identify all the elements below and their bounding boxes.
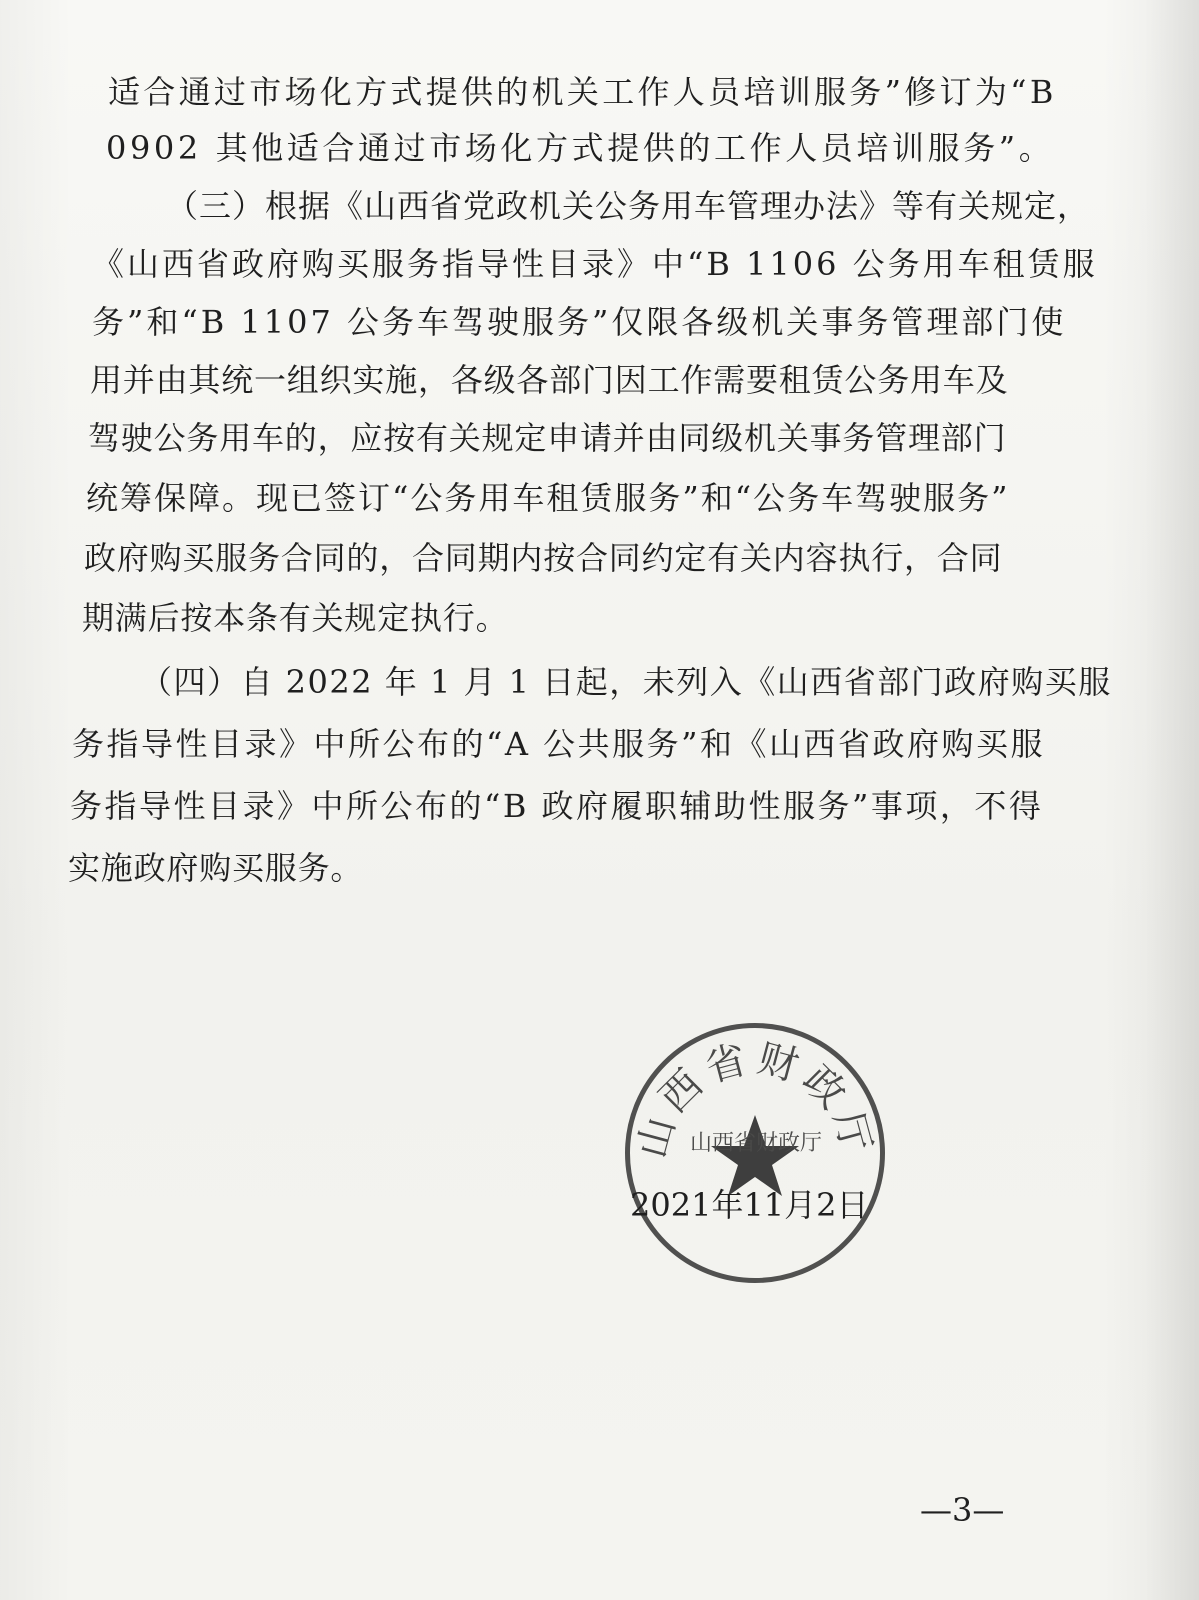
text-line-3: （三）根据《山西省党政机关公务用车管理办法》等有关规定， bbox=[166, 187, 1091, 225]
page-shadow bbox=[1144, 0, 1199, 1600]
official-seal bbox=[625, 1023, 885, 1283]
text-line-5: 务”和“B 1107 公务车驾驶服务”仅限各级机关事务管理部门使 bbox=[92, 303, 1067, 341]
page-number: —3— bbox=[920, 1491, 1005, 1529]
text-line-11: （四）自 2022 年 1 月 1 日起，未列入《山西省部门政府购买服 bbox=[140, 663, 1112, 701]
seal-arc-text: 山西省财政厅 bbox=[629, 1035, 881, 1164]
text-line-8: 统筹保障。现已签订“公务用车租赁服务”和“公务车驾驶服务” bbox=[86, 479, 1010, 517]
text-line-1: 适合通过市场化方式提供的机关工作人员培训服务”修订为“B bbox=[108, 73, 1057, 111]
text-line-13: 务指导性目录》中所公布的“B 政府履职辅助性服务”事项，不得 bbox=[70, 787, 1044, 825]
text-line-10: 期满后按本条有关规定执行。 bbox=[82, 599, 509, 637]
text-line-2: 0902 其他适合通过市场化方式提供的工作人员培训服务”。 bbox=[106, 129, 1055, 167]
text-line-4: 《山西省政府购买服务指导性目录》中“B 1106 公务用车租赁服 bbox=[92, 245, 1098, 283]
seal-center-text: 山西省财政厅 bbox=[689, 1131, 822, 1156]
text-line-6: 用并由其统一组织实施，各级各部门因工作需要租赁公务用车及 bbox=[90, 361, 1009, 399]
text-line-14: 实施政府购买服务。 bbox=[68, 849, 364, 887]
text-line-9: 政府购买服务合同的，合同期内按合同约定有关内容执行，合同 bbox=[84, 539, 1003, 577]
text-line-12: 务指导性目录》中所公布的“A 公共服务”和《山西省政府购买服 bbox=[72, 725, 1046, 763]
signature-date: 2021年11月2日 bbox=[630, 1186, 869, 1224]
text-line-7: 驾驶公务用车的，应按有关规定申请并由同级机关事务管理部门 bbox=[88, 419, 1007, 457]
